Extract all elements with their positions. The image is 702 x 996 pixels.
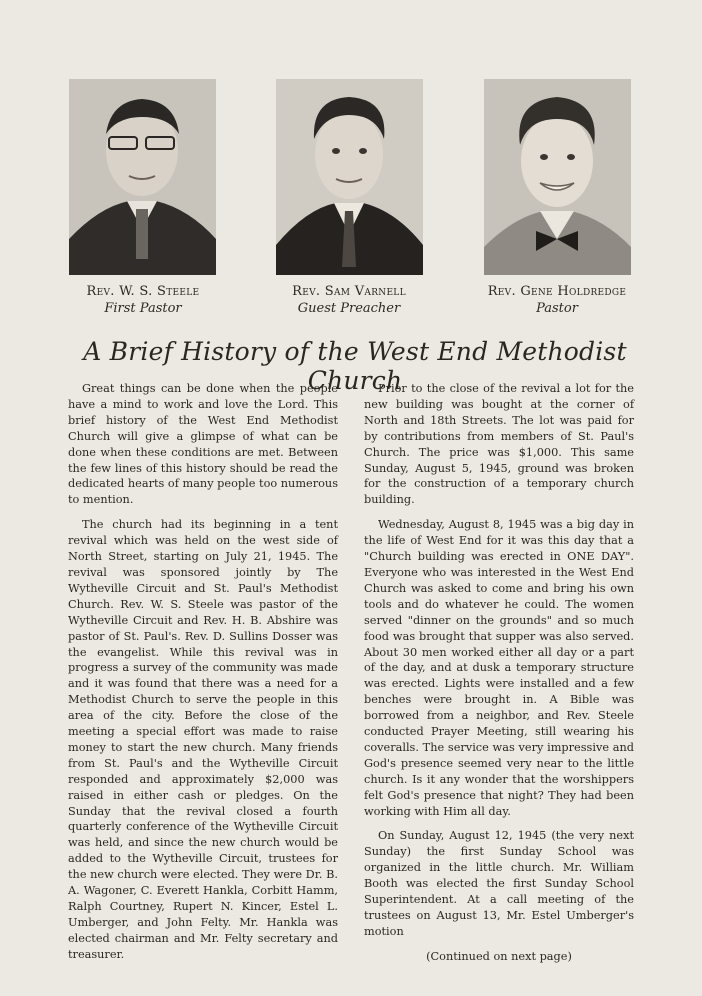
paragraph: On Sunday, August 12, 1945 (the very next Sunday) the first Sunday School was organized in the little church. Mr. William Booth was elected the first Sunday School Superintendent. At a call meeting of the trustees on August 13, Mr. Estel Umberger's motion xyxy=(364,829,634,938)
right-column xyxy=(364,381,634,974)
caption-holdredge xyxy=(457,283,657,317)
paragraph: Wednesday, August 8, 1945 was a big day in the life of West End for it was this day that a "Church building was erected in ONE DAY". Everyone who was interested in the West End Church was asked to come and bring his own tools and do whatever he could. The women served "dinner on the grounds" and so much food was brought that supper was also served. About 30 men worked either all day or a part of the day, and at dusk a temporary structure was erected. Lights were installed and a few benches were brought in. A Bible was borrowed from a neighbor, and Rev. Steele conducted Prayer Meeting, still wearing his coveralls. The service was very impressive and God's presence seemed very near to the little church. Is it any wonder that the worshippers felt God's presence that night? They had been working with Him all day. xyxy=(364,518,634,818)
paragraph: Great things can be done when the people have a mind to work and love the Lord. This brief history of the West End Methodist Church will give a glimpse of what can be done when these conditions are met. Between the few lines of this history should be read the dedicated hearts of many people too numerous to mention. xyxy=(68,382,338,507)
page-title: A Brief History of the West End Methodist Church xyxy=(83,337,627,395)
left-column xyxy=(68,381,338,972)
caption-varnell xyxy=(249,283,449,317)
continued-note: (Continued on next page) xyxy=(426,949,572,963)
portrait-row xyxy=(0,79,702,279)
portrait-photo-steele xyxy=(69,79,216,275)
portrait-photo-holdredge xyxy=(484,79,631,275)
pastor-name: Rev. Sam Varnell xyxy=(292,284,406,299)
pastor-role: Guest Preacher xyxy=(297,301,401,316)
paragraph: The church had its beginning in a tent revival which was held on the west side of North Street, starting on July 21, 1945. The revival was sponsored jointly by The Wytheville Circuit and St. Paul's Methodist Church. Rev. W. S. Steele was pastor of the Wytheville Circuit and Rev. H. B. Abshire was pastor of St. Paul's. Rev. D. Sullins Dosser was the evangelist. While this revival was in progress a survey of the community was made and it was found that there was a need for a Methodist Church to serve the people in this area of the city. Before the close of the meeting a special effort was made to raise money to start the new church. Many friends from St. Paul's and the Wytheville Circuit responded and approximately $2,000 was raised in either cash or pledges. On the Sunday that the revival closed a fourth quarterly conference of the Wytheville Circuit was held, and since the new church would be added to the Wytheville Circuit, trustees for the new church were elected. They were Dr. B. A. Wagoner, C. Everett Hankla, Corbitt Hamm, Ralph Courtney, Rupert N. Kincer, Estel L. Umberger, and John Felty. Mr. Hankla was elected chairman and Mr. Felty secretary and treasurer. xyxy=(68,518,338,961)
caption-steele xyxy=(43,283,243,317)
paragraph: Prior to the close of the revival a lot for the new building was bought at the corner of North and 18th Streets. The lot was paid for by contributions from members of St. Paul's Church. The price was $1,000. This same Sunday, August 5, 1945, ground was broken for the construction of a temporary church building. xyxy=(364,382,634,507)
pastor-name: Rev. Gene Holdredge xyxy=(487,284,627,299)
portrait-photo-varnell xyxy=(276,79,423,275)
pastor-role: Pastor xyxy=(536,301,578,316)
pastor-name: Rev. W. S. Steele xyxy=(86,284,200,299)
pastor-role: First Pastor xyxy=(104,301,182,316)
